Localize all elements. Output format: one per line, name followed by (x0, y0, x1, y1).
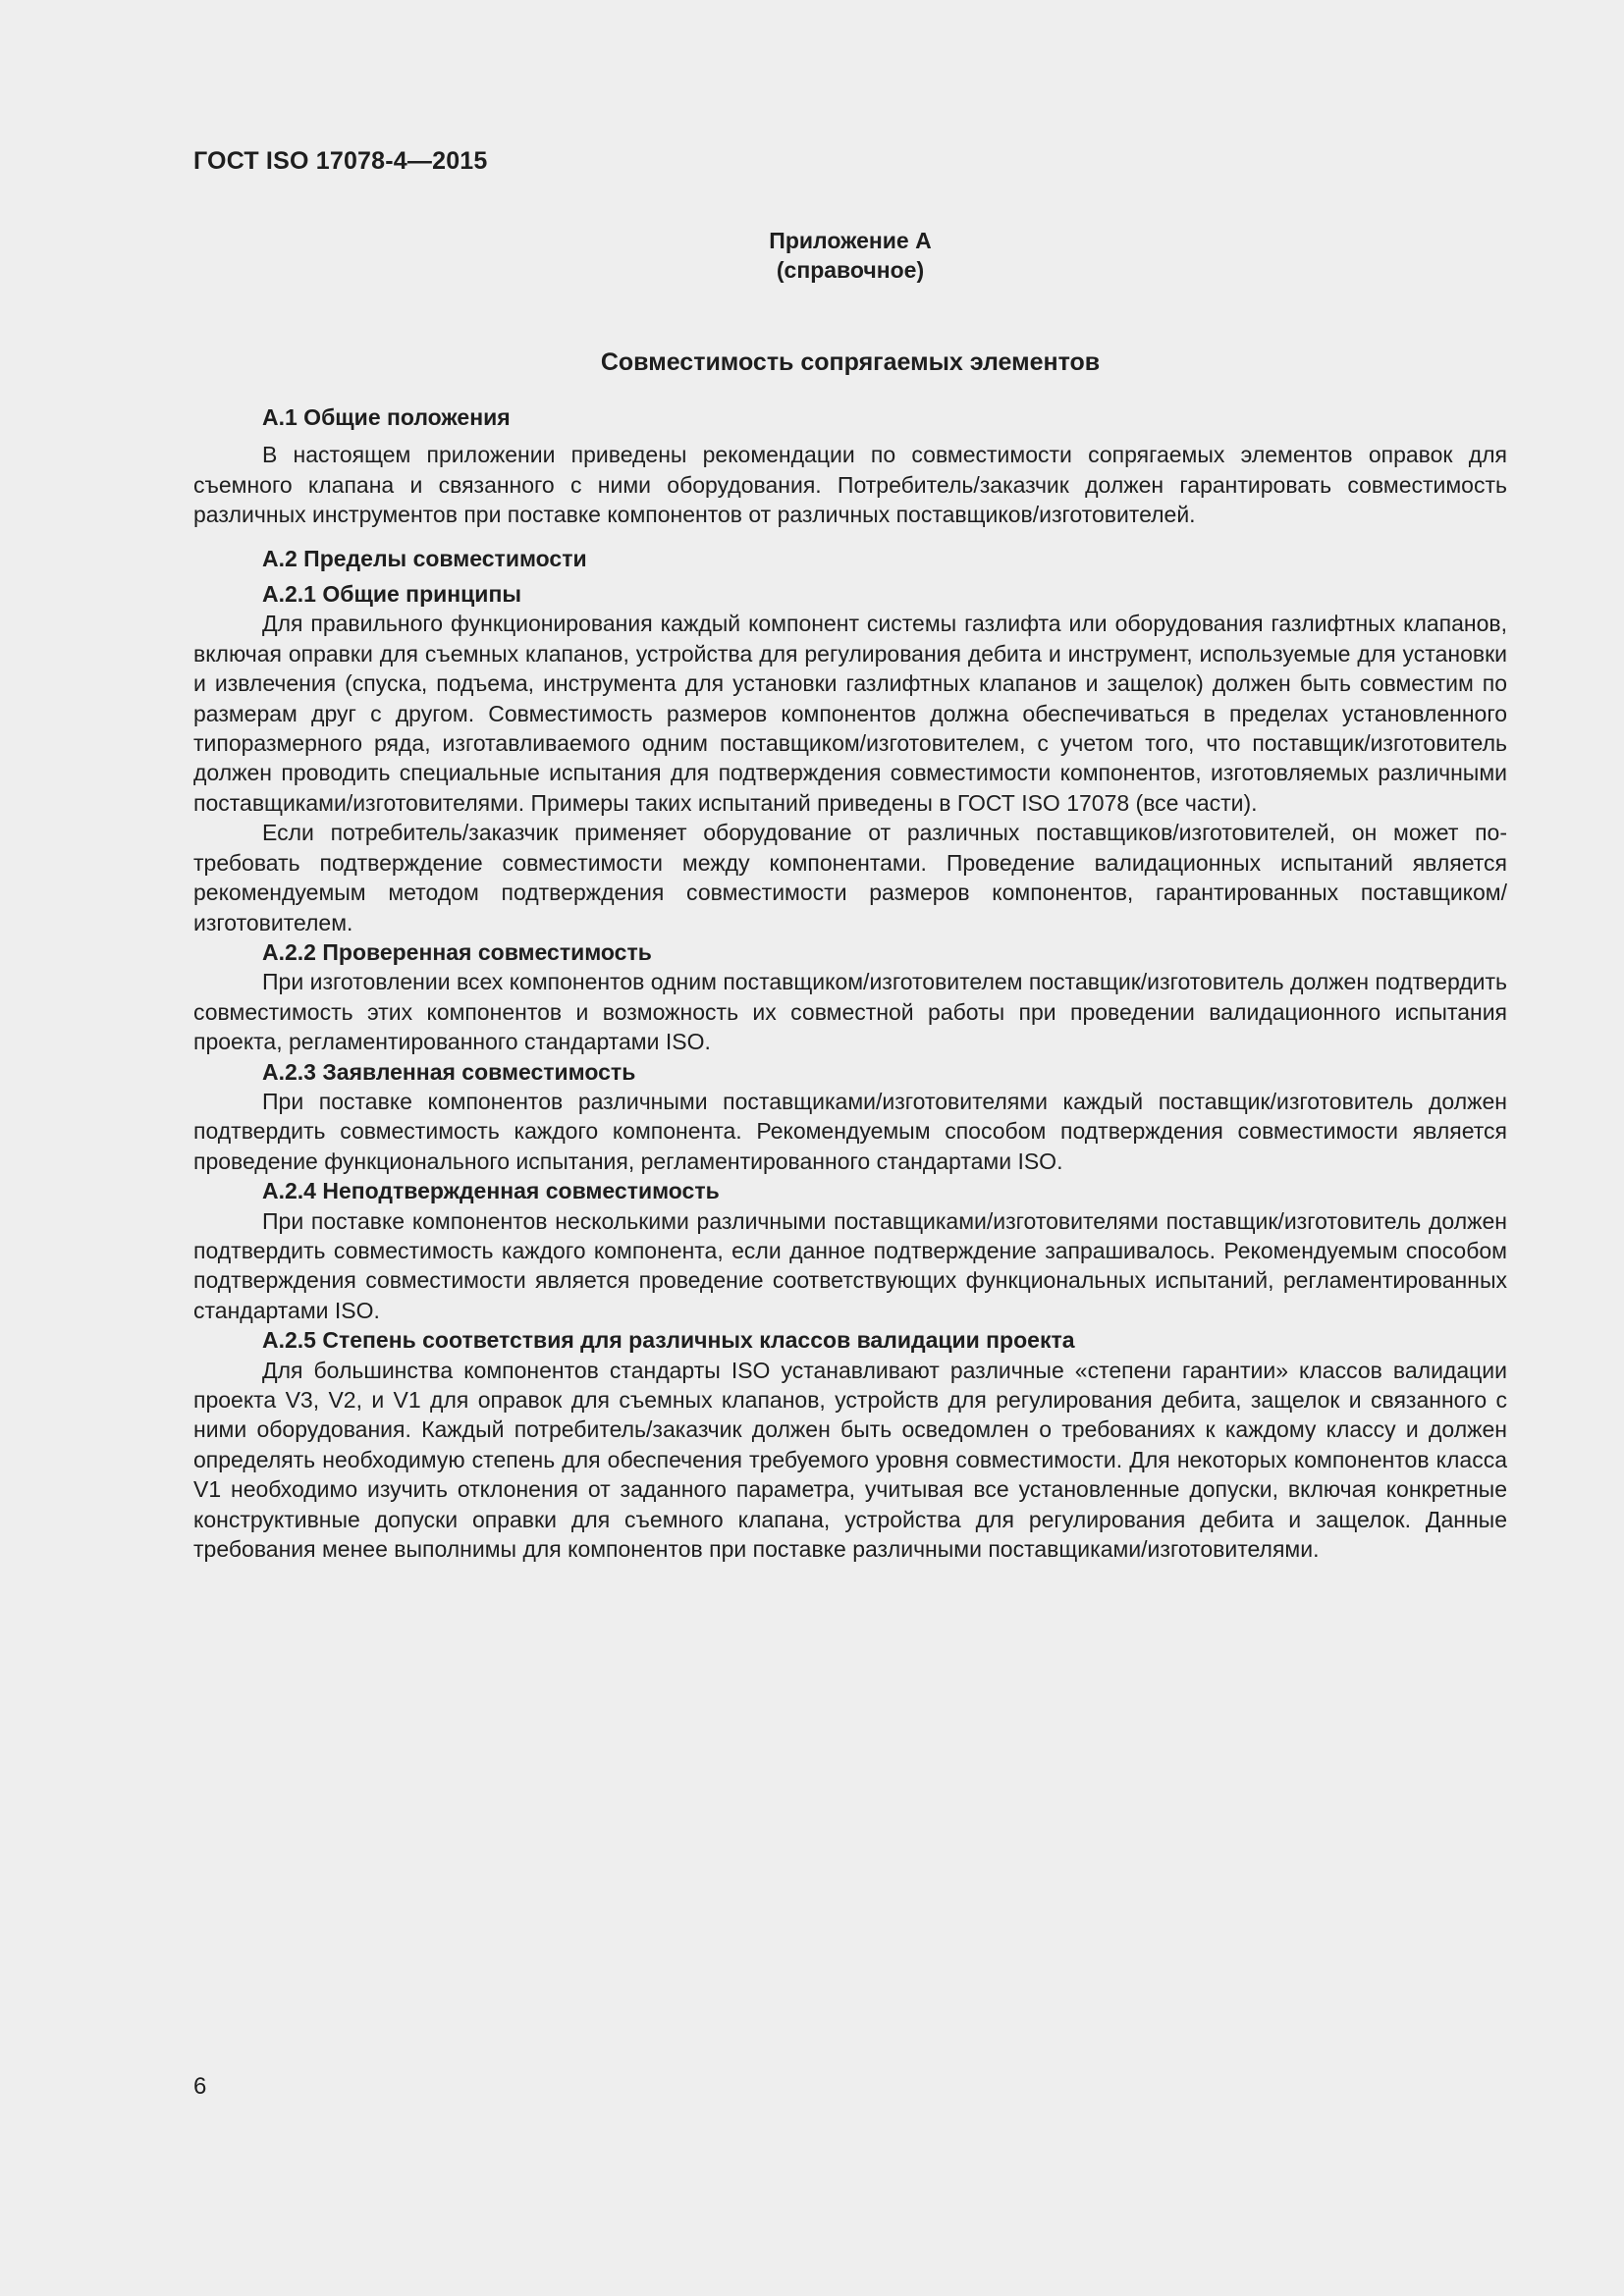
annex-status: (справочное) (776, 257, 925, 283)
section-a25-paragraph: Для большинства компонентов стандарты ISO устанавливают различные «степени гарантии» классов валидации проекта V3, V2, и V1 для оправок для съемных клапанов, устройств для регулирования дебита, защелок и связанного с ними оборудования. Каждый потребитель/заказчик должен быть осведомлен о требованиях к каждому классу и должен определять необходимую степень для обеспечения требуемого уровня совместимости. Для некоторых компонентов класса V1 необходимо изучить отклонения от заданного параметра, учитывая все установленные допуски, включая конкретные конструктивные допуски оправки для съемного клапана, устройства для регулирования дебита и защелок. Данные требования менее выполнимы для компонентов при поставке различными поставщиками/изготовителями. (193, 1357, 1507, 1563)
section-a2-heading: А.2 Пределы совместимости (262, 545, 587, 571)
annex-body (193, 402, 1507, 1564)
section-a24-heading: А.2.4 Неподтвержденная совместимость (262, 1178, 720, 1204)
annex-label: Приложение А (769, 228, 932, 253)
section-a25-heading: А.2.5 Степень соответствия для различных классов валидации проекта (262, 1327, 1075, 1354)
section-a21-paragraph-1: Для правильного функционирования каждый компонент системы газлифта или оборудования газлифтных клапанов, включая оправки для съемных клапанов, устройства для регулирования дебита и инструмент, используемые для установки и извлечения (спуска, подъема, инструмента для установки газлифтных клапанов и защелок) должен быть совместим по размерам друг с другом. Совместимость размеров компонентов должна обеспечиваться в пределах установленного типоразмерного ряда, изготавливаемого одним поставщиком/изготовителем, с учетом того, что поставщик/изготовитель должен проводить специальные испытания для подтверждения совместимости компонентов, изготовляемых различными поставщиками/изготовителями. Примеры таких испытаний приведены в ГОСТ ISO 17078 (все части). (193, 611, 1507, 816)
section-a22-heading: А.2.2 Проверенная совместимость (262, 938, 652, 965)
document-code: ГОСТ ISO 17078-4—2015 (193, 147, 488, 175)
section-a1-heading: А.1 Общие положения (262, 404, 511, 430)
annex-heading (193, 226, 1507, 285)
section-a22-paragraph: При изготовлении всех компонентов одним поставщиком/изготовителем поставщик/изготовитель должен подтвердить совместимость этих компонентов и возможность их совместной работы при проведении валидационного испытания проекта, регламентированного стандартами ISO. (193, 969, 1507, 1055)
section-a21-heading: А.2.1 Общие принципы (262, 581, 521, 608)
page-number: 6 (193, 2073, 207, 2100)
annex-title: Совместимость сопрягаемых элементов (600, 348, 1101, 376)
section-a24-paragraph: При поставке компонентов несколькими различными поставщиками/изготовителями поставщик/изготовитель должен подтвердить совместимость каждого компонента, если данное подтверждение запрашивалось. Рекомендуемым способом подтверждения совместимости является проведение соответствующих функциональных испытаний, регламентированных стандартами ISO. (193, 1207, 1507, 1323)
document-page (193, 0, 1507, 2296)
section-a23-heading: А.2.3 Заявленная совместимость (262, 1058, 636, 1085)
section-a21-paragraph-2: Если потребитель/заказчик применяет оборудование от различных поставщиков/изготовителей, он может потребовать подтверждение совместимости между компонентами. Проведение валидационных испытаний является рекомендуемым методом подтверждения совместимости размеров компонентов, гарантированных поставщиком/ изготовителем. (193, 820, 1507, 935)
section-a23-paragraph: При поставке компонентов различными поставщиками/изготовителями каждый поставщик/изготовитель должен подтвердить совместимость каждого компонента. Рекомендуемым способом подтверждения совместимости является проведение функционального испытания, регламентированного стандартами ISO. (193, 1088, 1507, 1174)
section-a1-paragraph: В настоящем приложении приведены рекомендации по совместимости сопрягаемых элементов оправок для съемного клапана и связанного с ними оборудования. Потребитель/заказчик должен гарантировать совместимость различных инструментов при поставке компонентов от различных поставщиков/изготовителей. (193, 442, 1507, 528)
